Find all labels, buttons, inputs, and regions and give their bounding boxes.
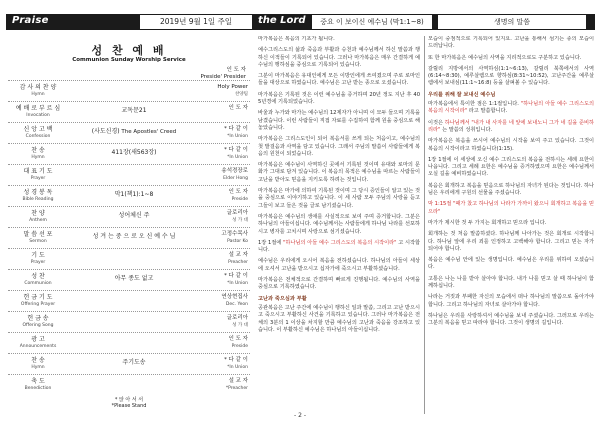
presider-label: 인 도 자 Preside' Presider <box>200 67 246 80</box>
paragraph-text: 라고 말씀합니다. <box>467 108 508 115</box>
order-item-leader: 고정수목사 Pastor Ko <box>221 231 248 244</box>
order-item-content: 성 겨 는 중 으 로 오 신 예 수 님 <box>92 233 176 240</box>
order-item-label: 헌 금 송 Offering Song <box>22 315 54 328</box>
sermon-paragraph: 마가복음은 복음을 쓰시어 예수님의 시작을 보여 주고 있습니다. 그것이 복음의 시작이라고 하였습니다(1:15). <box>428 138 594 152</box>
sermon-paragraph: 나라는 거짓과 부패한 자신의 모습에서 떠나 하나님의 말씀으로 돌아가야 합니다. 그리고 하나님의 자녀로 살아가야 합니다. <box>428 294 594 308</box>
order-item-label: 축 도 Benediction <box>24 378 52 391</box>
sermon-paragraph: 마가복음은 마가에 의하여 기록된 것이며 그 당시 증인들이 알고 있는 것을 중심으로 이야기하고 있습니다. 이 세 사람 모두 주님의 사랑을 듣고 그들이 보고 들은 것을 글로 남기셨습니다. <box>258 188 420 209</box>
order-item-leader: * 다 같 이 *In Union <box>224 147 248 160</box>
order-item-leader: 인 도 자 Preside <box>228 189 248 202</box>
order-item-content: (사도신경) The Apostles' Creed <box>91 128 177 135</box>
paragraph-text: 1장 1절에 <box>258 239 284 246</box>
word-of-life-box: 생명의 말씀 <box>438 14 586 30</box>
order-item-label: 찬 송 Hymn <box>31 147 45 160</box>
sermon-paragraph: 갈릴리 지방에서의 사역하심(1:1~6:13), 갈릴리 북쪽에서의 사역(6:14~8:30), 예루살렘으로 향하심(8:31~10:52), 고난주간을 예루살렘에서 보내심(11:1~16:8) 등을 살펴볼 수 있습니다. <box>428 65 594 87</box>
order-item-label: 찬 송 Hymn <box>31 357 45 370</box>
scripture-highlight: 하나님께서 "내가 내 사자를 네 앞에 보내노니 그가 네 길을 준비하리라" <box>428 119 594 133</box>
order-item-content: 막1(책1):1~8 <box>114 191 154 198</box>
order-item-label: 신 앙 고 백 Confession <box>23 126 53 139</box>
sermon-paragraph <box>428 120 594 135</box>
order-item-label: 예 배 로 부 르 심 Invocation <box>15 105 61 118</box>
order-row <box>8 290 250 310</box>
sermon-paragraph: 고통은 나는 나를 받아 살아야 합니다. 내가 나를 믿고 살 때 하나님이 함께하십니다. <box>428 275 594 290</box>
order-item-content: 성어체신 주 <box>118 212 150 219</box>
sermon-paragraph: 또 한 마가복음은 예수님의 사역을 지리적으로도 구분하고 있습니다. <box>428 54 582 61</box>
sermon-paragraph: 하나님은 우리를 사랑하셔서 예수님을 보내 주셨습니다. 그러므로 우리는 그분의 복음을 믿고 따라야 합니다. 그것이 생명의 길입니다. <box>428 312 594 327</box>
sermon-paragraph: 회개하는 것 처음 말씀하셨다. 하나님께 나아가는 것은 회개로 시작합니다. 하나님 앞에 우리 죄를 인정하고 고백해야 합니다. 그리고 믿는 자가 되어야 합니다. <box>428 231 594 252</box>
order-item-leader: * 다 같 이 *In Union <box>224 126 248 139</box>
sermon-paragraph <box>428 101 594 116</box>
sermon-paragraph: 마가가 제시한 것 두 가지는 회개하고 믿으라 입니다. <box>428 219 547 226</box>
sermon-paragraph: 예수님은 우리에게 오시어 복음을 전하셨습니다. 하나님의 아들이 세상에 오셔서 고난을 받으시고 십자가에 죽으시고 부활하셨습니다. <box>258 258 420 272</box>
order-item-leader: 인 도 자 Preside <box>228 336 248 349</box>
standing-note: * 앉 아 서 서 *Please Stand <box>111 397 147 409</box>
scripture-highlight: "하나님의 아들 예수 그리스도의 복음의 시작이라" <box>428 101 594 115</box>
order-item-leader: * 다 같 이 *In Union <box>224 357 248 370</box>
order-row <box>8 332 250 352</box>
service-date: 2019년 9월 1일 주일 <box>140 14 252 30</box>
order-item-leader: 인 도 자 <box>228 105 248 111</box>
sermon-subheading: 고난과 죽으심과 부활 <box>258 295 307 302</box>
order-item-label: 찬 양 Anthem <box>29 210 47 223</box>
order-item-label: 말 씀 선 포 Sermon <box>23 231 53 244</box>
sermon-paragraph: 마가복음은 기록된 것은 이런 예수님을 증거하며 20년 정도 지난 후 40 5년경에 기록되었습니다. <box>258 91 420 106</box>
order-item-content: 주기도송 <box>122 359 146 366</box>
order-row <box>8 80 250 100</box>
lord-header-bar <box>252 14 595 30</box>
order-item-label: 기 도 Prayer <box>30 252 46 265</box>
sermon-paragraph: 예수그리스도의 삶과 죽음과 부활과 승천과 예수님께서 하신 말씀과 행하신 이적들이 기록되어 있습니다. 그러나 마가복음은 매우 간결하게 예수님의 행하심을 중심으로 기록되어 있습니다. <box>258 47 420 68</box>
scripture-highlight: "하나님의 아들 예수 그리스도의 복음의 시작이라" <box>283 239 397 246</box>
sermon-paragraph: 바울과 누가와 마가는 예수님의 12제자가 아니며 이 모두 들으며 기록을 남겼습니다. 이런 사람들이 직접 자료를 수집하여 함께 원을 중심으로 해놓았습니다. <box>258 110 420 131</box>
order-row <box>8 353 250 373</box>
sermon-column-middle <box>258 36 420 338</box>
sermon-paragraph: 복음은 회개하고 복음을 믿음으로 하나님의 자녀가 된다는 것입니다. 하나님은 우리에게 구원의 선물을 주셨습니다. <box>428 182 594 197</box>
paragraph-text: 마가복음에서 특이한 점은 1:1절입니다. <box>428 101 521 108</box>
order-item-content: 411장(새563장) <box>111 149 157 156</box>
sermon-paragraph: 모습이 중점적으로 기록되어 있지요. 고난을 통해서 섬기는 종의 모습이 드러납니다. <box>428 36 594 50</box>
order-row <box>8 227 250 247</box>
sermon-paragraph: 1장 1절에 이 세상에 오신 예수 그리스도의 복음을 전하시는 세례 요한이 나옵니다. 그리고 세례 요한은 예수님을 증거하였으며 요한은 예수님께서 오실 길을 예비하였습니다. <box>428 156 594 178</box>
order-item-label: 성 경 봉 독 Bible Reading <box>22 189 54 202</box>
sermon-paragraph <box>258 240 420 255</box>
sermon-paragraph: 마가복음은 그리스도인이 되어 복음서를 쓰게 되는 처음이고, 예수님의 첫 발걸음과 사역을 담고 있습니다. 그래서 주님의 말씀이 사람들에게 복음의 원천이 되었습니다. <box>258 136 420 157</box>
sermon-paragraph: 복음은 예수님 안에 있는 생명입니다. 예수님은 우리를 위하여 오셨습니다. <box>428 257 594 271</box>
order-item-content: 아무 종도 없고 <box>114 275 154 282</box>
order-item-leader: 연상현집사 Dec. Yeon <box>221 294 248 307</box>
sermon-paragraph: 마가복음은 예수님이 사역하신 곳에서 기록된 것이며 유대와 로마의 문화가 그대로 담겨 있습니다. 이 복음의 목적은 예수님을 따르는 사람들이 고난을 받아도 믿음을 지키도록 하려는 것입니다. <box>258 162 420 183</box>
order-row <box>8 122 250 142</box>
order-item-leader: 글로리아 성 가 대 <box>226 315 248 328</box>
sermon-subheading: 우리를 위해 잘 보내신 예수님 <box>428 91 496 98</box>
sermon-paragraph: 마가복음은 전체적으로 간결하며 빠르게 진행됩니다. 예수님의 사역을 중심으로 기록하였습니다. <box>258 277 420 291</box>
order-item-label: 성 찬 Communion <box>24 273 52 286</box>
order-item-leader: 송석경장로 Elder Hong <box>221 168 248 181</box>
order-item-label: 대 표 기 도 Prayer <box>23 168 53 181</box>
column-divider <box>424 36 425 414</box>
sermon-title-box: 중요 이 보이신 예수님 (막1:1~8) <box>312 14 432 30</box>
order-item-label: 감 사 의 찬 양 Hymn <box>19 84 57 97</box>
sermon-column-right <box>428 36 594 332</box>
order-item-content: 교독문21 <box>121 107 147 114</box>
order-item-leader: 설 교 자 *Preacher <box>225 378 248 391</box>
order-item-label: 광 고 Announcements <box>19 336 57 349</box>
praise-label: Praise <box>12 15 49 26</box>
scripture-highlight: 막 1:15절 "때가 찼고 하나님의 나라가 가까이 왔으니 회개하고 복음을 믿으라" <box>428 201 594 215</box>
order-row <box>8 374 250 394</box>
lord-label: the Lord <box>258 15 306 26</box>
order-row <box>8 185 250 205</box>
order-title: 성 찬 예 배 <box>91 44 167 57</box>
paragraph-text: 이것은 <box>428 119 445 126</box>
sermon-paragraph: 공관복음은 고난 주간에 예수님이 행하신 일과 말씀, 그리고 고난 받으시고 죽으시고 부활하신 사건을 기록하고 있습니다. 그러나 마가복음은 전체의 3분의 1 이상을 차지할 만큼 예수님의 고난과 죽음을 강조하고 있습니다. 이 부활하신 예수님은 하나님의 아들이십니다. <box>258 304 420 333</box>
order-row <box>8 143 250 163</box>
order-item-leader: * 다 같 이 *In Union <box>224 273 248 286</box>
order-row <box>8 164 250 184</box>
sermon-paragraph <box>428 201 594 216</box>
order-subtitle: Communion Sunday Worship Service <box>72 57 186 63</box>
sermon-paragraph: 그분이 마가복음은 유대인에게 모든 이방인에게 쓰여졌으며 주로 로마인들을 대상으로 하였습니다. 예수님은 고난 받는 종으로 오셨습니다. <box>258 73 420 87</box>
sermon-paragraph: 마가복음은 복음의 기초가 됩니다. <box>258 36 335 42</box>
order-of-worship <box>8 34 250 414</box>
order-row <box>8 311 250 331</box>
order-row <box>8 101 250 121</box>
sermon-paragraph: 마가복음은 예수님의 생애를 사실적으로 보여 주며 증거합니다. 그분은 하나님의 아들이십니다. 예수님께서는 사람들에게 하나님 나라를 선포하시고 병자를 고치시며 사랑으로 섬기셨습니다. <box>258 213 420 235</box>
order-row <box>8 248 250 268</box>
paragraph-text: 고 시작합니다. <box>258 239 420 254</box>
order-item-leader: Holy Power 찬양팀 <box>217 84 248 97</box>
order-item-leader: 글로리아 성 가 대 <box>226 210 248 223</box>
page-number: - 2 - <box>294 412 306 419</box>
order-item-label: 헌 금 기 도 Offering Prayer <box>20 294 56 307</box>
order-row <box>8 206 250 226</box>
paragraph-text: 는 말씀의 성취입니다. <box>440 126 493 133</box>
order-row <box>8 269 250 289</box>
order-item-leader: 설 교 자 Preacher <box>228 252 248 265</box>
